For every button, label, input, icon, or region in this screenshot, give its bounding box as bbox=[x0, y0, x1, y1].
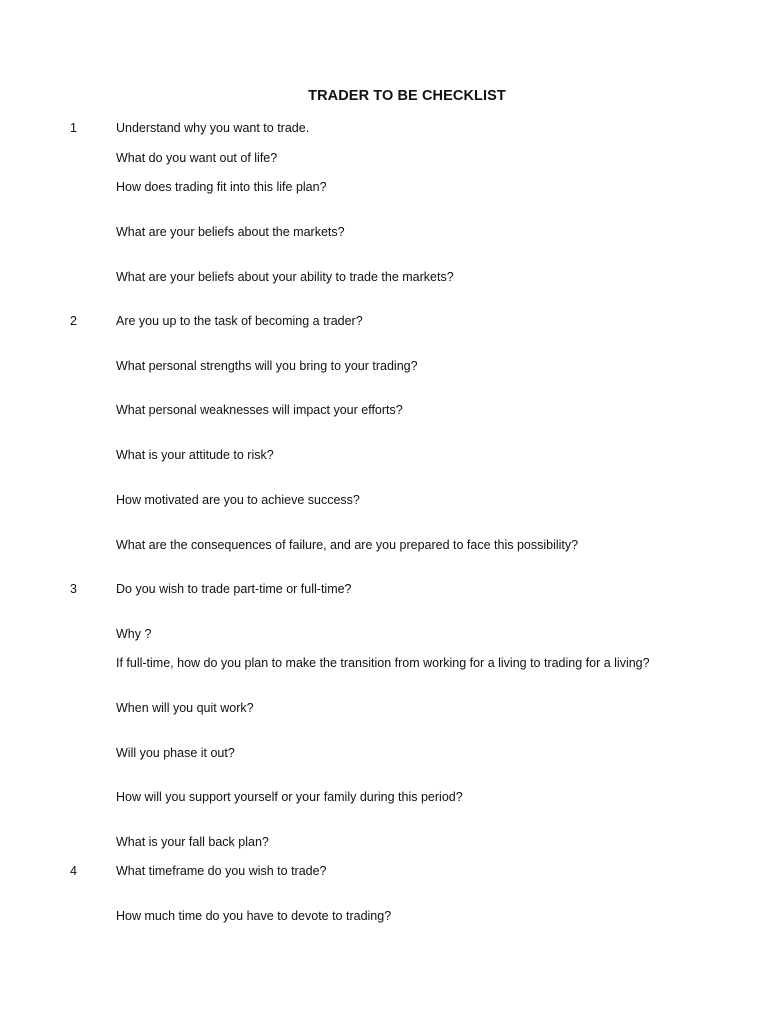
section-number: 2 bbox=[70, 314, 77, 328]
checklist-item: Will you phase it out? bbox=[116, 746, 235, 760]
checklist-item: How much time do you have to devote to trading? bbox=[116, 909, 392, 923]
checklist-item: What do you want out of life? bbox=[116, 151, 278, 165]
checklist-item: How motivated are you to achieve success? bbox=[116, 493, 360, 507]
checklist-item: Do you wish to trade part-time or full-time? bbox=[116, 582, 352, 596]
checklist-item: What are your beliefs about your ability to trade the markets? bbox=[116, 270, 454, 284]
checklist-item: What timeframe do you wish to trade? bbox=[116, 864, 327, 878]
checklist-item: What is your fall back plan? bbox=[116, 835, 269, 849]
checklist-item: When will you quit work? bbox=[116, 701, 254, 715]
checklist-item: Are you up to the task of becoming a trader? bbox=[116, 314, 363, 328]
checklist-item: How will you support yourself or your family during this period? bbox=[116, 790, 463, 804]
section-number: 3 bbox=[70, 582, 77, 596]
checklist-item: How does trading fit into this life plan? bbox=[116, 180, 327, 194]
checklist-item: What personal weaknesses will impact your efforts? bbox=[116, 403, 403, 417]
checklist-item: What are the consequences of failure, and are you prepared to face this possibility? bbox=[116, 538, 579, 552]
section-number: 4 bbox=[70, 864, 77, 878]
checklist-item: If full-time, how do you plan to make the transition from working for a living to trading for a living? bbox=[116, 656, 650, 670]
checklist-item: Why ? bbox=[116, 627, 152, 641]
checklist-item: What is your attitude to risk? bbox=[116, 448, 274, 462]
checklist-item: What are your beliefs about the markets? bbox=[116, 225, 345, 239]
checklist-item: Understand why you want to trade. bbox=[116, 121, 310, 135]
checklist-item: What personal strengths will you bring to your trading? bbox=[116, 359, 418, 373]
page-title: TRADER TO BE CHECKLIST bbox=[308, 88, 506, 104]
section-number: 1 bbox=[70, 121, 77, 135]
